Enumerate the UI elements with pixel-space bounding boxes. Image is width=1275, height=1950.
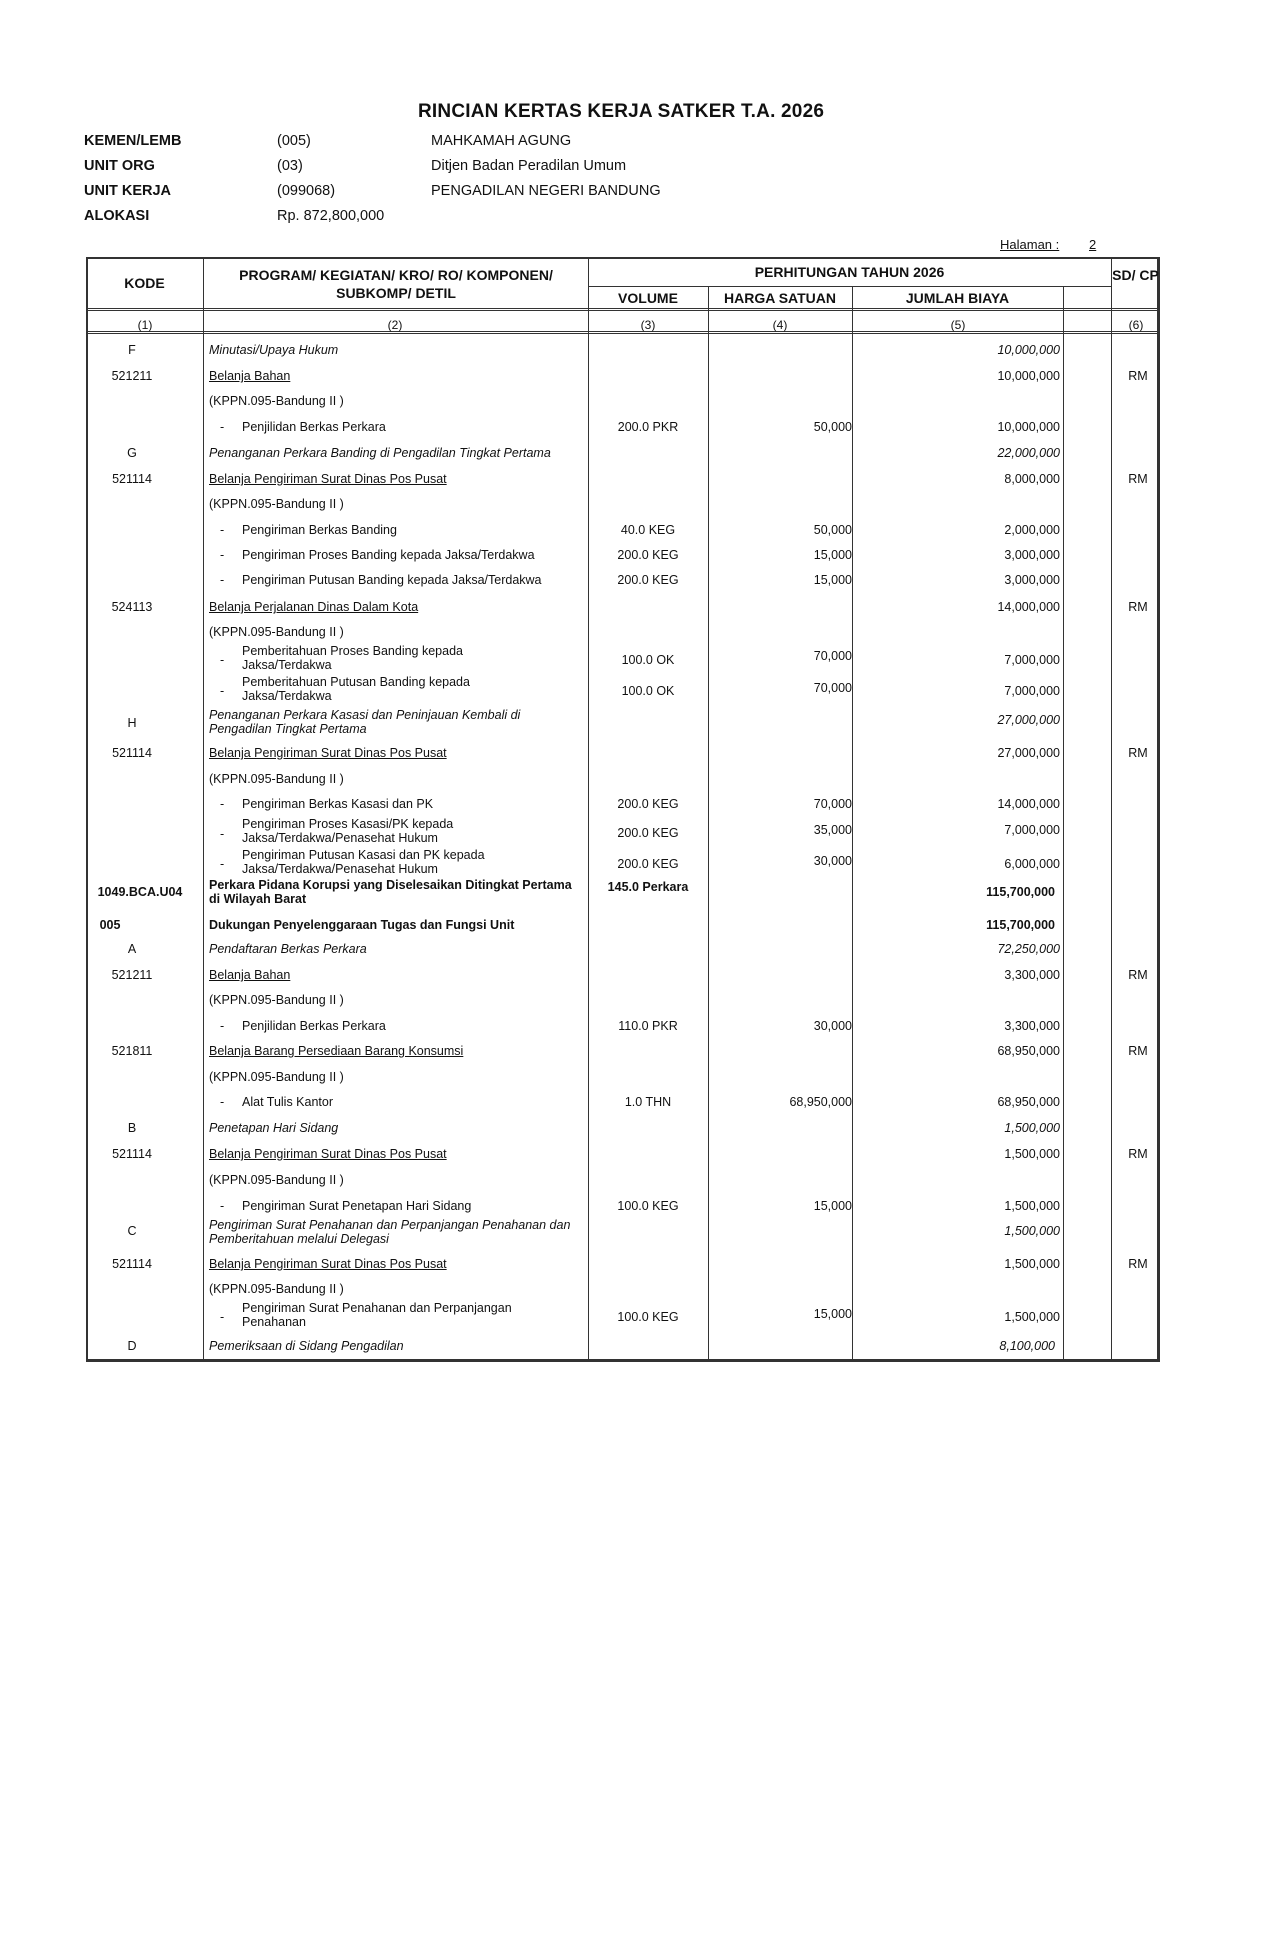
row-harga: 70,000 <box>813 681 852 695</box>
row-kppn: (KPPN.095-Bandung II ) <box>209 1282 344 1296</box>
row-uraian: Minutasi/Upaya Hukum <box>209 343 339 357</box>
row-volume: 100.0 KEG <box>617 1310 679 1324</box>
row-harga: 15,000 <box>813 548 852 562</box>
row-jumlah: 3,300,000 <box>1004 968 1060 982</box>
row-volume: 100.0 KEG <box>617 1199 679 1213</box>
row-uraian: Dukungan Penyelenggaraan Tugas dan Fungsi Unit <box>209 918 515 932</box>
row-uraian: Pemeriksaan di Sidang Pengadilan <box>209 1339 404 1353</box>
column-divider <box>1111 257 1112 1362</box>
page-number: 2 <box>1089 237 1097 252</box>
row-uraian: Belanja Pengiriman Surat Dinas Pos Pusat <box>209 472 447 486</box>
col-number: (6) <box>1128 318 1144 332</box>
row-kppn: (KPPN.095-Bandung II ) <box>209 1173 344 1187</box>
row-uraian: Belanja Bahan <box>209 369 291 383</box>
row-uraian: Penanganan Perkara Banding di Pengadilan Tingkat Pertama <box>209 446 551 460</box>
row-uraian: Belanja Pengiriman Surat Dinas Pos Pusat <box>209 746 447 760</box>
row-harga: 15,000 <box>813 1199 852 1213</box>
col-header-perhitungan: PERHITUNGAN TAHUN 2026 <box>754 264 945 280</box>
header-code-unit-org: (03) <box>277 158 303 174</box>
row-kode: H <box>127 716 137 730</box>
row-jumlah: 10,000,000 <box>997 369 1060 383</box>
row-item: Pemberitahuan Proses Banding kepada Jaksa/Terdakwa <box>242 644 463 672</box>
row-kppn: (KPPN.095-Bandung II ) <box>209 1070 344 1084</box>
row-harga: 68,950,000 <box>789 1095 852 1109</box>
row-item: Pemberitahuan Putusan Banding kepada Jaksa/Terdakwa <box>242 675 470 703</box>
row-jumlah: 1,500,000 <box>1004 1121 1060 1135</box>
row-harga: 30,000 <box>813 1019 852 1033</box>
row-kode: 524113 <box>111 600 153 614</box>
row-sumber-dana: RM <box>1128 968 1148 982</box>
row-kppn: (KPPN.095-Bandung II ) <box>209 625 344 639</box>
row-dash: - <box>220 684 225 698</box>
row-jumlah: 14,000,000 <box>997 797 1060 811</box>
row-item: Pengiriman Surat Penahanan dan Perpanjangan Penahanan <box>242 1301 512 1329</box>
row-dash: - <box>220 1310 225 1324</box>
row-dash: - <box>220 827 225 841</box>
column-divider <box>1063 286 1064 1362</box>
col-header-kode: KODE <box>124 275 165 291</box>
row-dash: - <box>220 420 225 434</box>
row-harga: 50,000 <box>813 420 852 434</box>
row-jumlah: 7,000,000 <box>1004 684 1060 698</box>
row-jumlah: 3,000,000 <box>1004 573 1060 587</box>
row-kppn: (KPPN.095-Bandung II ) <box>209 497 344 511</box>
row-harga: 30,000 <box>813 854 852 868</box>
col-number: (2) <box>387 318 403 332</box>
page-number-label: Halaman : <box>1000 237 1060 252</box>
col-number: (4) <box>772 318 788 332</box>
row-uraian: Pendaftaran Berkas Perkara <box>209 942 367 956</box>
row-jumlah: 1,500,000 <box>1004 1199 1060 1213</box>
row-sumber-dana: RM <box>1128 1044 1148 1058</box>
row-jumlah: 8,000,000 <box>1004 472 1060 486</box>
row-jumlah: 22,000,000 <box>997 446 1060 460</box>
row-sumber-dana: RM <box>1128 1257 1148 1271</box>
row-jumlah: 7,000,000 <box>1004 653 1060 667</box>
row-kode: 521114 <box>112 1147 152 1161</box>
header-code-kemen: (005) <box>277 133 311 149</box>
header-name-unit-org: Ditjen Badan Peradilan Umum <box>431 158 627 174</box>
row-volume: 200.0 PKR <box>617 420 679 434</box>
header-name-unit-kerja: PENGADILAN NEGERI BANDUNG <box>431 183 661 199</box>
row-kppn: (KPPN.095-Bandung II ) <box>209 993 344 1007</box>
row-harga: 70,000 <box>813 797 852 811</box>
row-volume: 110.0 PKR <box>618 1019 678 1033</box>
row-sumber-dana: RM <box>1128 472 1148 486</box>
row-jumlah: 6,000,000 <box>1004 857 1060 871</box>
row-kode: G <box>127 446 137 460</box>
row-jumlah: 1,500,000 <box>1004 1310 1060 1324</box>
row-jumlah: 3,000,000 <box>1004 548 1060 562</box>
row-jumlah: 27,000,000 <box>997 746 1060 760</box>
row-jumlah: 8,100,000 <box>999 1339 1055 1353</box>
row-harga: 35,000 <box>813 823 852 837</box>
column-divider <box>708 286 709 1362</box>
row-sumber-dana: RM <box>1128 746 1148 760</box>
row-jumlah: 68,950,000 <box>997 1044 1060 1058</box>
row-kode: F <box>128 343 136 357</box>
row-dash: - <box>220 1019 225 1033</box>
row-volume: 200.0 KEG <box>617 548 679 562</box>
row-volume: 145.0 Perkara <box>607 880 689 894</box>
row-kode: 521114 <box>112 746 152 760</box>
row-uraian: Belanja Bahan <box>209 968 291 982</box>
row-jumlah: 115,700,000 <box>986 885 1055 899</box>
row-jumlah: 27,000,000 <box>997 713 1060 727</box>
row-item: Pengiriman Proses Kasasi/PK kepada Jaksa/Terdakwa/Penasehat Hukum <box>242 817 454 845</box>
row-uraian: Belanja Barang Persediaan Barang Konsumsi <box>209 1044 464 1058</box>
row-jumlah: 68,950,000 <box>997 1095 1060 1109</box>
row-dash: - <box>220 1199 225 1213</box>
header-name-kemen: MAHKAMAH AGUNG <box>431 133 572 149</box>
row-dash: - <box>220 548 225 562</box>
row-sumber-dana: RM <box>1128 369 1148 383</box>
row-item: Alat Tulis Kantor <box>242 1095 334 1109</box>
header-divider <box>86 310 1160 311</box>
row-dash: - <box>220 797 225 811</box>
row-item: Pengiriman Berkas Banding <box>242 523 397 537</box>
row-volume: 200.0 KEG <box>617 826 679 840</box>
row-jumlah: 10,000,000 <box>997 343 1060 357</box>
row-item: Pengiriman Berkas Kasasi dan PK <box>242 797 434 811</box>
header-label-kemen: KEMEN/LEMB <box>84 133 182 149</box>
header-label-unit-org: UNIT ORG <box>84 158 155 174</box>
header-label-unit-kerja: UNIT KERJA <box>84 183 172 199</box>
header-divider <box>86 333 1160 334</box>
row-volume: 200.0 KEG <box>617 797 679 811</box>
row-kode: 521811 <box>111 1044 153 1058</box>
header-code-alokasi: Rp. 872,800,000 <box>277 208 385 224</box>
col-number: (1) <box>137 318 153 332</box>
page-title: RINCIAN KERTAS KERJA SATKER T.A. 2026 <box>418 101 825 122</box>
row-harga: 70,000 <box>813 649 852 663</box>
row-kode: A <box>127 942 137 956</box>
row-harga: 15,000 <box>813 1307 852 1321</box>
row-uraian: Belanja Pengiriman Surat Dinas Pos Pusat <box>209 1147 447 1161</box>
header-label-alokasi: ALOKASI <box>84 208 150 224</box>
row-kppn: (KPPN.095-Bandung II ) <box>209 394 344 408</box>
row-sumber-dana: RM <box>1128 1147 1148 1161</box>
row-jumlah: 10,000,000 <box>997 420 1060 434</box>
column-divider <box>203 257 204 1362</box>
row-kode: C <box>127 1224 137 1238</box>
col-number: (3) <box>640 318 656 332</box>
row-item: Pengiriman Surat Penetapan Hari Sidang <box>242 1199 472 1213</box>
row-jumlah: 2,000,000 <box>1004 523 1060 537</box>
row-dash: - <box>220 857 225 871</box>
row-kode: 521211 <box>111 369 153 383</box>
row-uraian: Belanja Perjalanan Dinas Dalam Kota <box>209 600 419 614</box>
row-jumlah: 3,300,000 <box>1004 1019 1060 1033</box>
row-uraian: Penanganan Perkara Kasasi dan Peninjauan Kembali di Pengadilan Tingkat Pertama <box>209 708 521 736</box>
col-header-harga: HARGA SATUAN <box>724 290 836 306</box>
row-item: Pengiriman Putusan Banding kepada Jaksa/Terdakwa <box>242 573 542 587</box>
row-jumlah: 1,500,000 <box>1004 1257 1060 1271</box>
row-uraian: Penetapan Hari Sidang <box>209 1121 339 1135</box>
row-volume: 1.0 THN <box>624 1095 672 1109</box>
row-item: Penjilidan Berkas Perkara <box>242 420 386 434</box>
row-harga: 15,000 <box>813 573 852 587</box>
row-kppn: (KPPN.095-Bandung II ) <box>209 772 344 786</box>
row-kode: 005 <box>99 918 121 932</box>
row-jumlah: 14,000,000 <box>997 600 1060 614</box>
row-volume: 100.0 OK <box>621 684 675 698</box>
row-harga: 50,000 <box>813 523 852 537</box>
row-kode: D <box>127 1339 137 1353</box>
row-volume: 100.0 OK <box>621 653 675 667</box>
row-jumlah: 7,000,000 <box>1004 823 1060 837</box>
row-item: Pengiriman Proses Banding kepada Jaksa/Terdakwa <box>242 548 535 562</box>
row-uraian: Perkara Pidana Korupsi yang Diselesaikan Ditingkat Pertama di Wilayah Barat <box>209 878 572 906</box>
col-header-sdcp: SD/ CP <box>1112 267 1159 283</box>
row-kode: 521114 <box>112 472 152 486</box>
row-uraian: Belanja Pengiriman Surat Dinas Pos Pusat <box>209 1257 447 1271</box>
row-item: Pengiriman Putusan Kasasi dan PK kepada Jaksa/Terdakwa/Penasehat Hukum <box>242 848 485 876</box>
row-jumlah: 115,700,000 <box>986 918 1055 932</box>
row-kode: 1049.BCA.U04 <box>97 885 183 899</box>
row-jumlah: 72,250,000 <box>997 942 1060 956</box>
row-volume: 200.0 KEG <box>617 857 679 871</box>
col-number: (5) <box>950 318 966 332</box>
row-volume: 200.0 KEG <box>617 573 679 587</box>
row-dash: - <box>220 1095 225 1109</box>
col-header-volume: VOLUME <box>618 290 678 306</box>
row-dash: - <box>220 573 225 587</box>
row-kode: B <box>127 1121 137 1135</box>
row-uraian: Pengiriman Surat Penahanan dan Perpanjangan Penahanan dan Pemberitahuan melalui Delegasi <box>209 1218 571 1246</box>
col-header-jumlah: JUMLAH BIAYA <box>905 290 1010 306</box>
row-dash: - <box>220 523 225 537</box>
row-kode: 521211 <box>111 968 153 982</box>
row-dash: - <box>220 653 225 667</box>
header-divider <box>86 308 1160 309</box>
column-divider <box>852 286 853 1362</box>
row-item: Penjilidan Berkas Perkara <box>242 1019 386 1033</box>
row-jumlah: 1,500,000 <box>1004 1224 1060 1238</box>
header-divider <box>588 286 1111 287</box>
header-code-unit-kerja: (099068) <box>277 183 336 199</box>
row-sumber-dana: RM <box>1128 600 1148 614</box>
row-kode: 521114 <box>112 1257 152 1271</box>
col-header-program: PROGRAM/ KEGIATAN/ KRO/ RO/ KOMPONEN/ SUBKOMP/ DETIL <box>239 267 553 301</box>
row-volume: 40.0 KEG <box>620 523 676 537</box>
row-jumlah: 1,500,000 <box>1004 1147 1060 1161</box>
